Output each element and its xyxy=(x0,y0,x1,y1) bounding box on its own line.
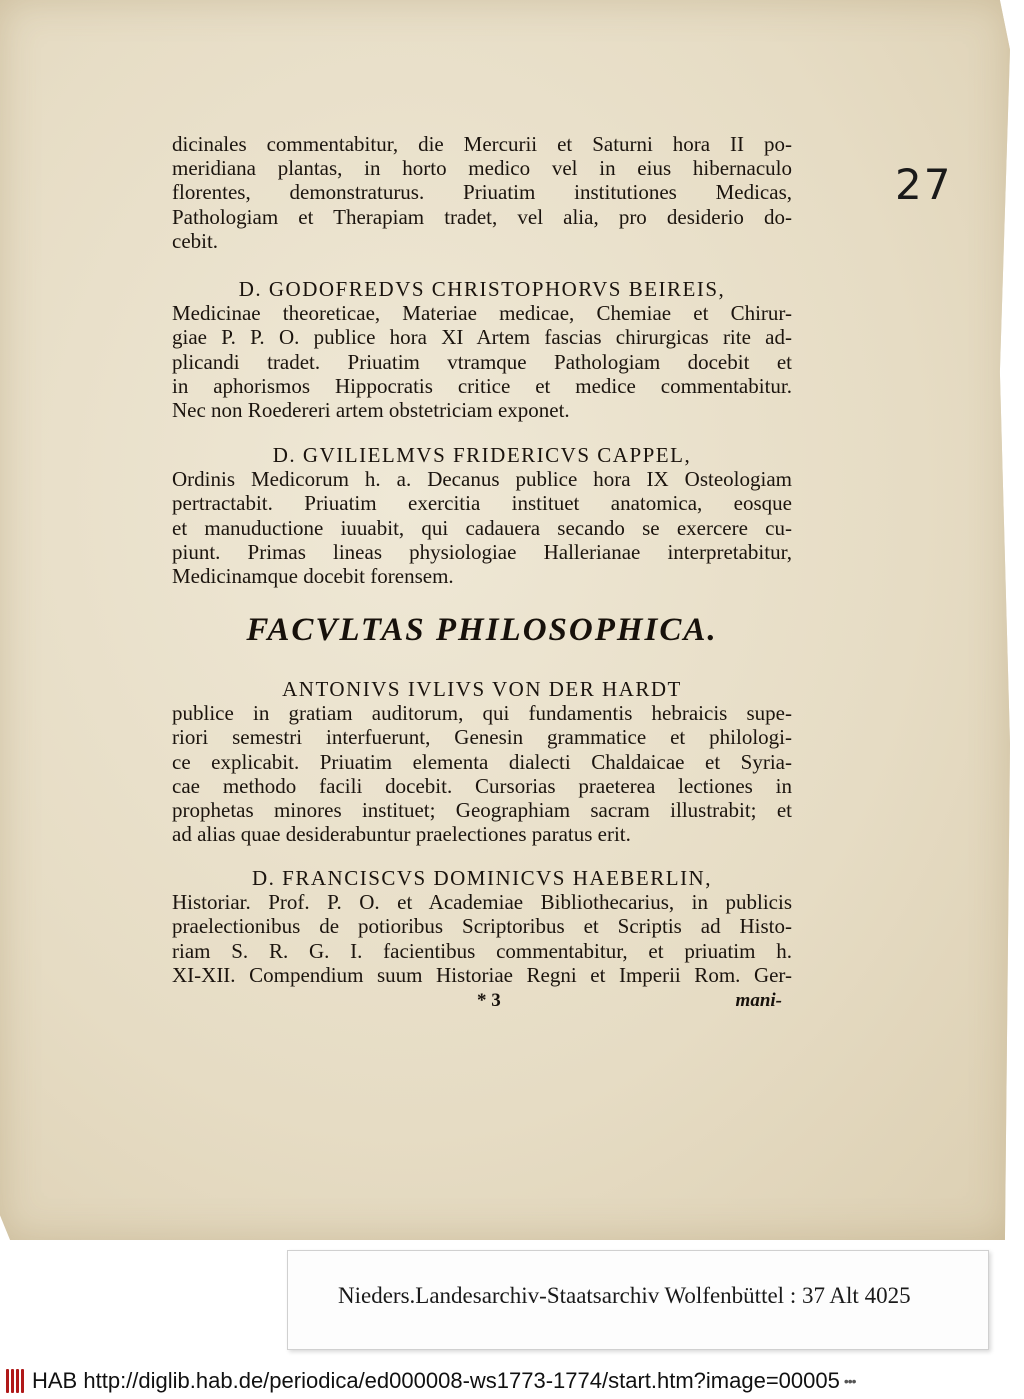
text-line: publice in gratiam auditorum, qui fundamentis hebraicis supe- xyxy=(172,701,792,726)
section-beireis xyxy=(172,277,792,422)
text-line: pertractabit. Priuatim exercitia instituet anatomica, eosque xyxy=(172,491,792,516)
text-line: cebit. xyxy=(172,228,219,253)
text-line: florentes, demonstraturus. Priuatim institutiones Medicas, xyxy=(172,180,792,205)
text-line: ce explicabit. Priuatim elementa dialecti Chaldaicae et Syria- xyxy=(172,749,792,774)
text-line: plicandi tradet. Priuatim vtramque Pathologiam docebit et xyxy=(172,349,792,374)
more-icon: ••• xyxy=(843,1372,856,1389)
text-line: in aphorismos Hippocratis critice et medice commentabitur. xyxy=(172,373,792,398)
faculty-title: FACVLTAS PHILOSOPHICA. xyxy=(246,612,718,648)
hab-logo-icon xyxy=(6,1369,26,1393)
page-number: 27 xyxy=(895,160,953,209)
section-haeberlin xyxy=(172,866,792,987)
text-line: praelectionibus de potioribus Scriptoribus et Scriptis ad Histo- xyxy=(172,914,792,939)
archive-label-text: Nieders.Landesarchiv-Staatsarchiv Wolfenbüttel : 37 Alt 4025 xyxy=(338,1283,911,1308)
text-line: Pathologiam et Therapiam tradet, vel alia, pro desiderio do- xyxy=(172,204,792,229)
footer-logo-text: HAB xyxy=(32,1367,78,1393)
signature-mark: * 3 xyxy=(477,990,501,1011)
section-cappel xyxy=(172,443,792,588)
section-continuation xyxy=(172,132,792,253)
section-hardt xyxy=(172,677,792,846)
footer-bar xyxy=(0,1362,1024,1399)
text-line: Medicinamque docebit forensem. xyxy=(172,564,454,589)
professor-heading: ANTONIVS IVLIVS VON DER HARDT xyxy=(282,677,682,701)
text-line: cae methodo facili docebit. Cursorias praeterea lectiones in xyxy=(172,773,792,798)
catchwords-line xyxy=(172,990,792,1014)
text-line: giae P. P. O. publice hora XI Artem fascias chirurgicas rite ad- xyxy=(172,325,792,350)
text-line: Ordinis Medicorum h. a. Decanus publice hora IX Osteologiam xyxy=(172,467,792,492)
footer-url[interactable]: http://diglib.hab.de/periodica/ed000008-ws1773-1774/start.htm?image=00005 xyxy=(83,1367,840,1393)
text-line: piunt. Primas lineas physiologiae Hallerianae interpretabitur, xyxy=(172,539,792,564)
catchword: mani- xyxy=(735,990,782,1011)
text-line: XI-XII. Compendium suum Historiae Regni et Imperii Rom. Ger- xyxy=(172,962,792,987)
professor-heading: D. FRANCISCVS DOMINICVS HAEBERLIN, xyxy=(252,866,712,890)
text-line: et manuductione iuuabit, qui cadauera secando se exercere cu- xyxy=(172,515,792,540)
text-line: Historiar. Prof. P. O. et Academiae Bibliothecarius, in publicis xyxy=(172,890,792,915)
text-line: ad alias quae desiderabuntur praelectiones paratus erit. xyxy=(172,822,631,847)
text-line: meridiana plantas, in horto medico vel in eius hibernaculo xyxy=(172,156,792,181)
professor-heading: D. GODOFREDVS CHRISTOPHORVS BEIREIS, xyxy=(238,277,726,301)
text-line: riori semestri interfuerunt, Genesin grammatice et philologi- xyxy=(172,725,792,750)
text-line: riam S. R. G. I. facientibus commentabitur, et priuatim h. xyxy=(172,938,792,963)
text-line: dicinales commentabitur, die Mercurii et Saturni hora II po- xyxy=(172,132,792,156)
archive-label xyxy=(287,1250,989,1350)
text-line: Medicinae theoreticae, Materiae medicae, Chemiae et Chirur- xyxy=(172,301,792,326)
professor-heading: D. GVILIELMVS FRIDERICVS CAPPEL, xyxy=(272,443,692,467)
text-line: Nec non Roedereri artem obstetriciam exponet. xyxy=(172,398,570,423)
text-line: prophetas minores instituet; Geographiam sacram illustrabit; et xyxy=(172,798,792,823)
